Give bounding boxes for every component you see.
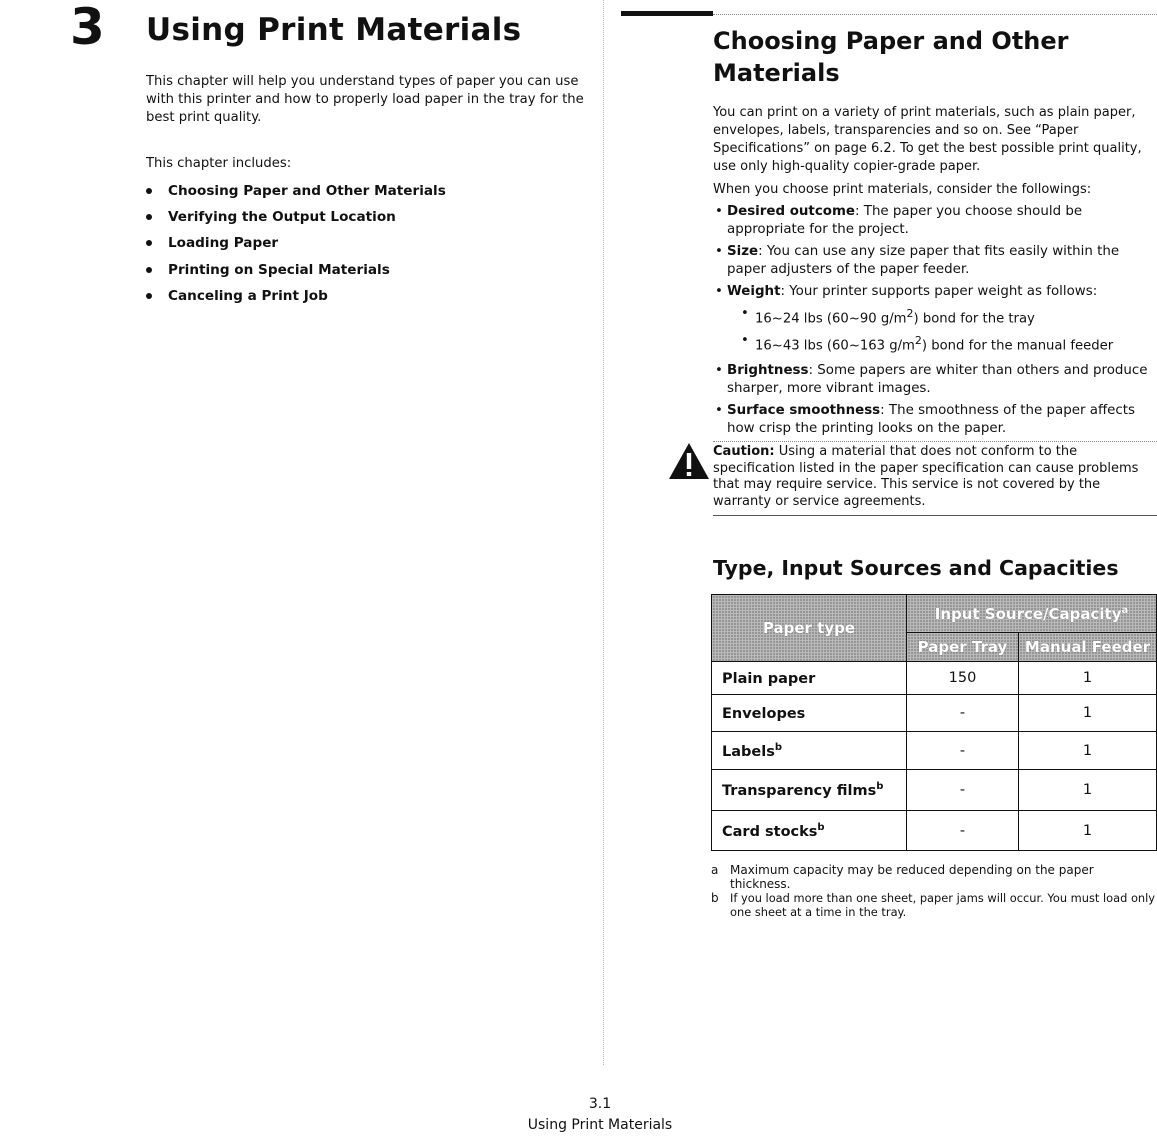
list-item-text: : The paper you choose should be appropriate for the project.: [727, 204, 1083, 237]
cell-manual: 1: [1019, 695, 1157, 732]
cell-tray: -: [907, 770, 1019, 811]
header-manual-feeder: Manual Feeder: [1019, 633, 1157, 662]
page-footer: [480, 1094, 720, 1136]
chapter-toc: [146, 181, 446, 312]
capacities-table: [711, 594, 1157, 851]
table-row: [712, 732, 1157, 770]
list-item: [713, 203, 1157, 239]
cell-manual: 1: [1019, 662, 1157, 695]
cell-manual: 1: [1019, 732, 1157, 770]
list-item: [713, 402, 1157, 438]
column-divider: [603, 0, 604, 1065]
sublist-item: • 16~24 lbs (60~90 $g/m^2$) bond for the tray: [727, 303, 1157, 330]
list-item-term: Brightness: [727, 362, 809, 378]
cell-tray: -: [907, 732, 1019, 770]
cell-paper-type: Plain paper: [712, 662, 907, 695]
toc-item[interactable]: Printing on Special Materials: [146, 260, 446, 286]
warning-icon: [667, 441, 711, 481]
table-row: [712, 811, 1157, 851]
caution-bottom-rule: [713, 515, 1157, 516]
table-footnotes: [711, 863, 1157, 919]
caution-note: [713, 444, 1157, 510]
capacities-title: Type, Input Sources and Capacities: [713, 556, 1119, 580]
list-item-term: Desired outcome: [727, 204, 855, 219]
cell-paper-type: Card stocks$^b$: [712, 811, 907, 851]
list-item-text: : You can use any size paper that fits easily within the paper adjusters of the paper feeder.: [727, 244, 1120, 277]
list-item-text: : Your printer supports paper weight as follows:: [780, 284, 1098, 299]
section-rule-thick: [621, 11, 713, 16]
footnote: a Maximum capacity may be reduced depending on the paper thickness.: [711, 863, 1094, 891]
includes-label: This chapter includes:: [146, 156, 292, 171]
cell-paper-type: Transparency films$^b$: [712, 770, 907, 811]
cell-manual: 1: [1019, 770, 1157, 811]
section-title: Choosing Paper and Other Materials: [713, 27, 1069, 87]
section-paragraph-1: You can print on a variety of print materials, such as plain paper, envelopes, labels, transparencies and so on. See “Paper Specifications” on page 6.2. To get the best possible print quality, use only high-quality copier-grade paper.: [713, 105, 1142, 174]
list-item-term: Size: [727, 244, 759, 259]
toc-item[interactable]: Loading Paper: [146, 233, 446, 259]
toc-item[interactable]: Choosing Paper and Other Materials: [146, 181, 446, 207]
sublist-item: • 16~43 lbs (60~163 $g/m^2$) bond for the manual feeder: [727, 330, 1157, 357]
caution-top-rule: [713, 441, 1157, 442]
list-item-text: : Some papers are whiter than others and produce sharper, more vibrant images.: [727, 362, 1148, 396]
list-item-text: : The smoothness of the paper affects how crisp the printing looks on the paper.: [727, 402, 1136, 436]
chapter-number: 3: [70, 0, 105, 56]
page-number: 3.1: [588, 1096, 612, 1112]
cell-paper-type: Envelopes: [712, 695, 907, 732]
caution-body: Using a material that does not conform to the specification listed in the paper specification can cause problems that may require service. This service is not covered by the warranty or service agreements.: [713, 444, 1139, 509]
list-item: [713, 283, 1157, 358]
chapter-title: Using Print Materials: [146, 12, 522, 48]
considerations-list: [713, 203, 1157, 442]
cell-tray: -: [907, 811, 1019, 851]
list-item: [713, 362, 1157, 398]
chapter-intro: This chapter will help you understand types of paper you can use with this printer and how to properly load paper in the tray for the best print quality.: [146, 74, 584, 125]
header-input-source: Input Source/Capacity$^a$: [907, 595, 1157, 633]
table-row: [712, 695, 1157, 732]
toc-item[interactable]: Verifying the Output Location: [146, 207, 446, 233]
list-item: [713, 243, 1157, 279]
footnote: b If you load more than one sheet, paper jams will occur. You must load only one sheet at a time in the tray.: [711, 891, 1156, 919]
footer-title: Using Print Materials: [527, 1117, 673, 1133]
table-row: [712, 662, 1157, 695]
header-paper-type: Paper type: [712, 595, 907, 662]
toc-item[interactable]: Canceling a Print Job: [146, 286, 446, 312]
cell-tray: -: [907, 695, 1019, 732]
list-item-term: Surface smoothness: [727, 402, 881, 418]
cell-tray: 150: [907, 662, 1019, 695]
cell-manual: 1: [1019, 811, 1157, 851]
caution-label: Caution:: [713, 444, 775, 459]
list-item-term: Weight: [727, 284, 781, 299]
header-paper-tray: Paper Tray: [907, 633, 1019, 662]
section-rule-thin: [713, 14, 1157, 15]
cell-paper-type: Labels$^b$: [712, 732, 907, 770]
table-row: [712, 770, 1157, 811]
section-paragraph-2: When you choose print materials, consider the followings:: [713, 182, 1092, 197]
weight-sublist: [727, 303, 1157, 358]
